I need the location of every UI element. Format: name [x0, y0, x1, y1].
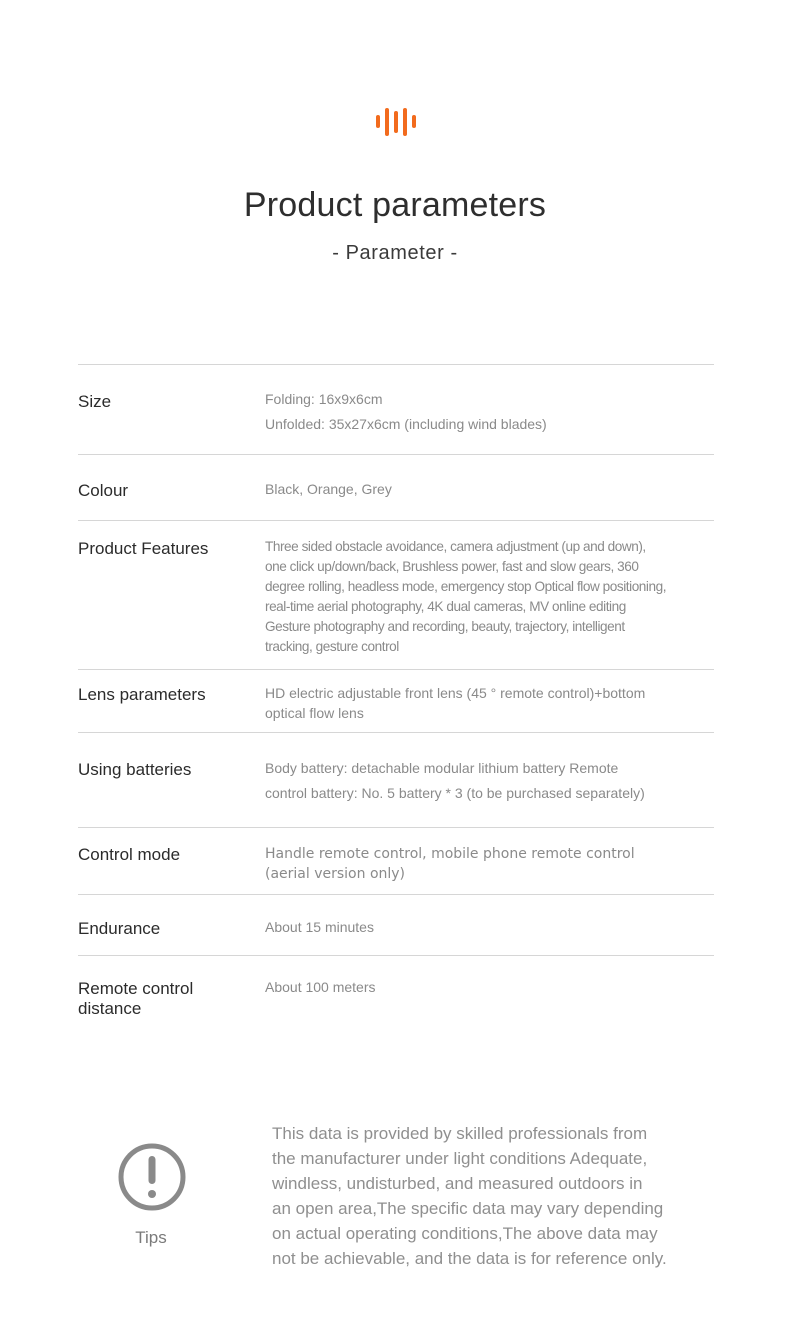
param-label: Remote control distance: [78, 979, 194, 1018]
param-value: Body battery: detachable modular lithium battery Remote control battery: No. 5 battery * 3 (to be purchased separately): [265, 760, 645, 801]
param-row-size: [78, 365, 714, 455]
param-value: HD electric adjustable front lens (45 ° remote control)+bottom optical flow lens: [265, 685, 646, 721]
page-subtitle: - Parameter -: [332, 242, 458, 264]
tips-text: This data is provided by skilled professionals from the manufacturer under light conditions Adequate, windless, undisturbed, and measured outdoors in an open area,The specific data may vary depending on actual operating conditions,The above data may not be achievable, and the data is for reference only.: [272, 1124, 667, 1268]
param-label: Endurance: [78, 919, 161, 938]
tips-label: Tips: [135, 1228, 167, 1247]
param-row-control-mode: [78, 828, 714, 895]
page-title: Product parameters: [243, 186, 547, 224]
param-label: Colour: [78, 481, 129, 500]
param-label: Using batteries: [78, 760, 192, 779]
sound-bars-icon: [373, 106, 417, 138]
parameters-table: [78, 364, 714, 1036]
exclamation-circle-icon: [117, 1142, 187, 1212]
param-label: Control mode: [78, 845, 181, 864]
param-row-batteries: [78, 733, 714, 828]
param-value: About 100 meters: [265, 979, 376, 995]
param-label: Size: [78, 392, 112, 411]
param-label: Lens parameters: [78, 685, 206, 704]
param-row-endurance: [78, 895, 714, 956]
param-value: About 15 minutes: [265, 919, 374, 935]
param-value: Black, Orange, Grey: [265, 481, 392, 497]
param-row-colour: [78, 455, 714, 521]
param-label: Product Features: [78, 539, 209, 558]
param-value: Three sided obstacle avoidance, camera adjustment (up and down), one click up/down/back, Brushless power, fast and slow gears, 360 degree rolling, headless mode, emergency stop Optical flow positioning, real-time aerial photography, 4K dual cameras, MV online editing Gesture photography and recording, beauty, trajectory, intelligent tracking, gesture control: [265, 539, 667, 654]
param-row-lens: [78, 670, 714, 733]
param-row-remote-distance: [78, 956, 714, 1036]
param-row-features: [78, 521, 714, 670]
param-value: Folding: 16x9x6cm Unfolded: 35x27x6cm (including wind blades): [265, 391, 547, 432]
param-value: Handle remote control, mobile phone remote control (aerial version only): [265, 846, 635, 882]
